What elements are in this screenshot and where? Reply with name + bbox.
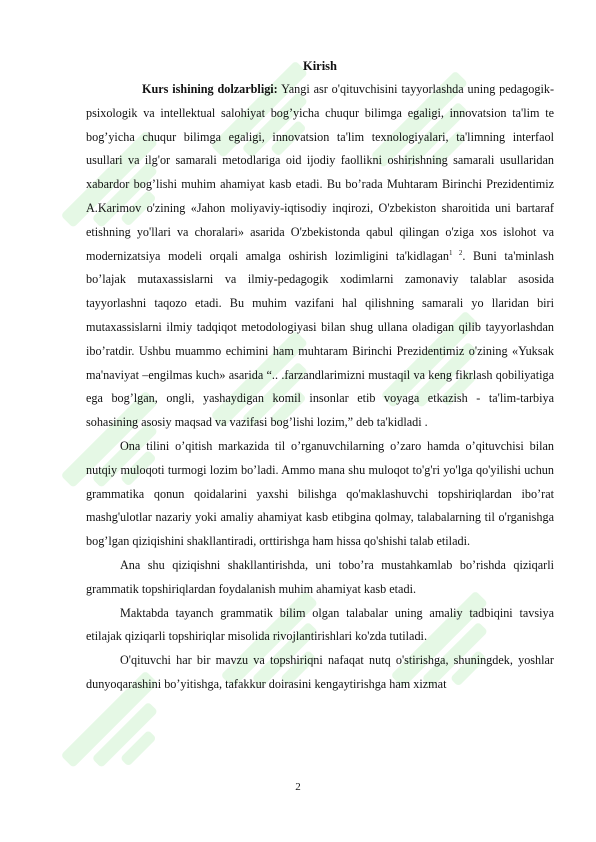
paragraph-tail: . Buni ta'minlash bo’lajak mutaxassislarni va ilmiy-pedagogik xodimlarni zamonaviy talablar asosida tayyorlashni taqozo etadi. Bu muhim vazifani hal qilishning samarali yo llaridan biri mutaxassislarni ilmiy tadqiqot metodologiyasi bilan shug ullana oladigan qilib tayyorlashdan ibo’ratdir. Ushbu muammo echimini ham muhtaram Birinchi Prezidentimiz o'zining «Yuksak ma'naviyat –engilmas kuch» asarida “.. .farzandlarimizni mustaqil va keng fikrlash qobiliyatiga ega bog’lgan, ongli, yashaydigan komil insonlar etib voyaga etkazish - ta'lim-tarbiya sohasining asosiy maqsad va vazifasi bog’lishi lozim,” deb ta'kidladi . [86,248,554,430]
paragraph-text: Yangi asr o'qituvchisini tayyorlashda uning pedagogik-psixologik va intellektual salohiyat bog’yicha chuqur bilimga egaligi, innovatsion ta'lim te bog’yicha chuqur bilimga egaligi, innovatsion ta'lim texnologiyalari, ta'limning interfaol usullari va ilg'or samarali metodlariga oid ijodiy faollikni oshirishning samarali usullaridan xabardor bog’lishi muhim ahamiyat kasb etadi. Bu bo’rada Muhtaram Birinchi Prezidentimiz A.Karimov o'zining «Jahon moliyaviy-iqtisodiy inqirozi, O'zbekiston sharoitida uni bartaraf etishning yo'llari va choralari» asarida O'zbekistonda qabul qilingan o'ziga xos islohot va modernizatsiya modeli orqali amalga oshirish lozimligini ta'kidlagan [86,82,554,263]
page-title: Kirish [302,59,338,73]
footnote-marker: 1 2 [448,248,463,257]
paragraph: Ona tilini o’qitish markazida til o’rganuvchilarning o’zaro hamda o’qituvchisi bilan nutqiy muloqoti turmogi lozim bo’ladi. Ammo mana shu muloqot to'g'ri yo'lga qo'yilishi uchun grammatika qonun qoidalarini yaxshi bilishga qo'maklashuvchi topshiriqlardan ibo’rat mashg'ulotlar nazariy yoki amaliy ahamiyat kasb etibgina qolmay, talabalarning til o'rganishga bog’lgan qiziqishini shakllantiradi, orttirishga ham hissa qo'shishi talab etiladi. [86,438,554,549]
page-number: 2 [295,781,301,793]
paragraph: O'qituvchi har bir mavzu va topshiriqni nafaqat nutq o'stirishga, shuningdek, yoshlar dunyoqarashini bo’yitishga, tafakkur doirasini kengaytirishga ham xizmat [86,653,554,691]
paragraph: Maktabda tayanch grammatik bilim olgan talabalar uning amaliy tadbiqini tavsiya etilajak qiziqarli topshiriqlar misolida rivojlantirishlari ko'zda tutiladi. [86,605,554,644]
paragraph-lead: Kurs ishining dolzarbligi: [142,82,278,96]
paragraph: Ana shu qiziqishni shakllantirishda, uni tobo’ra mustahkamlab bo’rishda qiziqarli grammatik topshiriqlardan foydalanish muhim ahamiyat kasb etadi. [86,557,554,596]
document-body [86,56,554,697]
paragraph-relevance [86,78,554,435]
